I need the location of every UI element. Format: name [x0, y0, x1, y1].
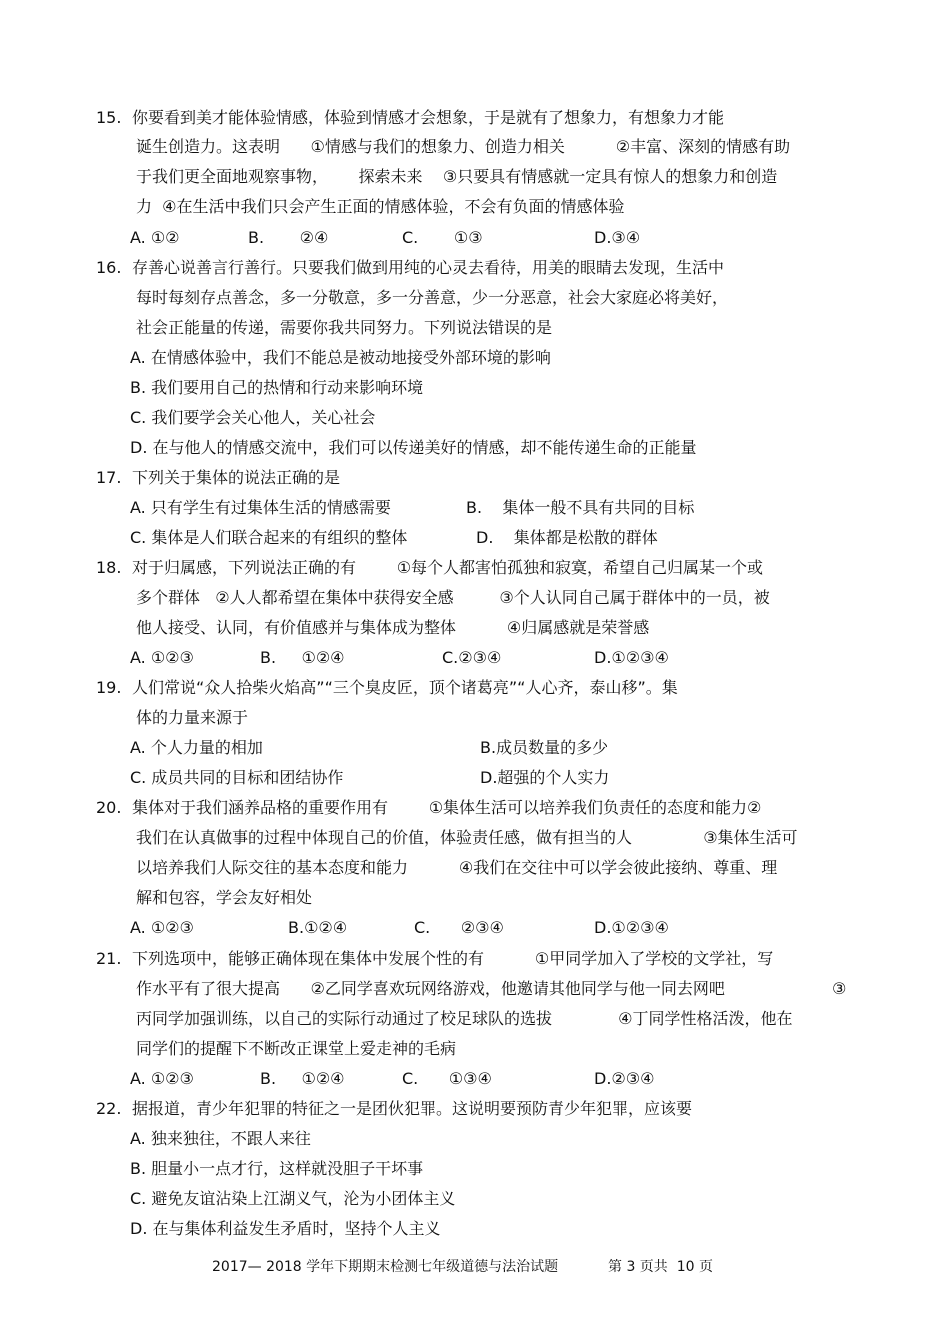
answer-option: B. 我们要用自己的热情和行动来影响环境 — [130, 378, 424, 397]
answer-option: A. ①②③ — [130, 648, 194, 667]
question-stem-line: 多个群体 ②人人都希望在集体中获得安全感 ③个人认同自己属于群体中的一员，被 — [136, 588, 770, 607]
answer-option: A. ①②③ — [130, 1069, 194, 1088]
answer-option: C. ①③ — [402, 228, 483, 247]
answer-option: C. 集体是人们联合起来的有组织的整体 — [130, 528, 408, 547]
answer-option: D.①②③④ — [594, 918, 669, 937]
question-stem-line: 同学们的提醒下不断改正课堂上爱走神的毛病 — [136, 1039, 457, 1058]
answer-option: C. 我们要学会关心他人，关心社会 — [130, 408, 376, 427]
answer-option: B.①②④ — [288, 918, 348, 937]
answer-option: D.①②③④ — [594, 648, 669, 667]
question-number: 20. — [96, 798, 122, 817]
answer-option: A. ①②③ — [130, 918, 194, 937]
answer-option: C. ①③④ — [402, 1069, 492, 1088]
question-stem-line: 下列关于集体的说法正确的是 — [132, 468, 341, 487]
question-stem-line: 解和包容，学会友好相处 — [136, 888, 313, 907]
answer-option: D.②③④ — [594, 1069, 655, 1088]
question-number: 19. — [96, 678, 122, 697]
answer-option: D. 在与集体利益发生矛盾时，坚持个人主义 — [130, 1219, 441, 1238]
answer-option: B. ①②④ — [260, 648, 345, 667]
question-stem-line: 诞生创造力。这表明 ①情感与我们的想象力、创造力相关 ②丰富、深刻的情感有助 — [136, 137, 791, 156]
question-stem-mark: ③ — [832, 979, 847, 998]
question-number: 16. — [96, 258, 122, 277]
answer-option: C.②③④ — [442, 648, 502, 667]
answer-option: A. 独来独往，不跟人来往 — [130, 1129, 311, 1148]
question-stem-line: 力 ④在生活中我们只会产生正面的情感体验，不会有负面的情感体验 — [136, 197, 625, 216]
question-stem-line: 下列选项中，能够正确体现在集体中发展个性的有 ①甲同学加入了学校的文学社，写 — [132, 949, 774, 968]
question-stem-line: 社会正能量的传递，需要你我共同努力。下列说法错误的是 — [136, 318, 553, 337]
answer-option: C. 成员共同的目标和团结协作 — [130, 768, 344, 787]
answer-option: C. 避免友谊沾染上江湖义气，沦为小团体主义 — [130, 1189, 456, 1208]
footer-exam-title: 2017— 2018 学年下期期末检测七年级道德与法治试题 — [212, 1259, 559, 1275]
answer-option: B. 胆量小一点才行，这样就没胆子干坏事 — [130, 1159, 424, 1178]
question-stem-line: 存善心说善言行善行。只要我们做到用纯的心灵去看待，用美的眼睛去发现，生活中 — [132, 258, 725, 277]
question-stem-line: 他人接受、认同，有价值感并与集体成为整体 ④归属感就是荣誉感 — [136, 618, 650, 637]
answer-option: C. ②③④ — [414, 918, 504, 937]
answer-option: D.③④ — [594, 228, 641, 247]
question-stem-line: 对于归属感，下列说法正确的有 ①每个人都害怕孤独和寂寞，希望自己归属某一个或 — [132, 558, 764, 577]
question-number: 22. — [96, 1099, 122, 1118]
answer-option: B. ①②④ — [260, 1069, 345, 1088]
question-stem-line: 我们在认真做事的过程中体现自己的价值，体验责任感，做有担当的人 ③集体生活可 — [136, 828, 798, 847]
question-stem-line: 于我们更全面地观察事物， 探索未来 ③只要具有情感就一定具有惊人的想象力和创造 — [136, 167, 778, 186]
question-stem-line: 人们常说“众人拾柴火焰高”“三个臭皮匠，顶个诸葛亮”“人心齐，泰山移”。集 — [132, 678, 678, 697]
answer-option: D. 在与他人的情感交流中，我们可以传递美好的情感，却不能传递生命的正能量 — [130, 438, 697, 457]
question-stem-line: 丙同学加强训练，以自己的实际行动通过了校足球队的选拔 ④丁同学性格活泼，他在 — [136, 1009, 793, 1028]
question-stem-line: 以培养我们人际交往的基本态度和能力 ④我们在交往中可以学会彼此接纳、尊重、理 — [136, 858, 778, 877]
question-number: 17. — [96, 468, 122, 487]
answer-option: A. ①② — [130, 228, 180, 247]
answer-option: B. ②④ — [248, 228, 329, 247]
answer-option: B. 集体一般不具有共同的目标 — [466, 498, 695, 517]
answer-option: D. 集体都是松散的群体 — [476, 528, 658, 547]
answer-option: A. 个人力量的相加 — [130, 738, 263, 757]
question-stem-line: 据报道，青少年犯罪的特征之一是团伙犯罪。这说明要预防青少年犯罪，应该要 — [132, 1099, 693, 1118]
question-stem-line: 体的力量来源于 — [136, 708, 249, 727]
footer-page-info: 第 3 页共 10 页 — [608, 1259, 713, 1275]
question-number: 18. — [96, 558, 122, 577]
question-stem-line: 作水平有了很大提高 ②乙同学喜欢玩网络游戏，他邀请其他同学与他一同去网吧 — [136, 979, 725, 998]
answer-option: D.超强的个人实力 — [480, 768, 610, 787]
answer-option: A. 在情感体验中，我们不能总是被动地接受外部环境的影响 — [130, 348, 551, 367]
question-number: 21. — [96, 949, 122, 968]
question-stem-line: 每时每刻存点善念，多一分敬意，多一分善意，少一分恶意，社会大家庭必将美好， — [136, 288, 729, 307]
question-stem-line: 集体对于我们涵养品格的重要作用有 ①集体生活可以培养我们负责任的态度和能力② — [132, 798, 762, 817]
answer-option: A. 只有学生有过集体生活的情感需要 — [130, 498, 391, 517]
question-number: 15. — [96, 108, 122, 127]
answer-option: B.成员数量的多少 — [480, 738, 609, 757]
question-stem-line: 你要看到美才能体验情感，体验到情感才会想象，于是就有了想象力，有想象力才能 — [132, 108, 725, 127]
